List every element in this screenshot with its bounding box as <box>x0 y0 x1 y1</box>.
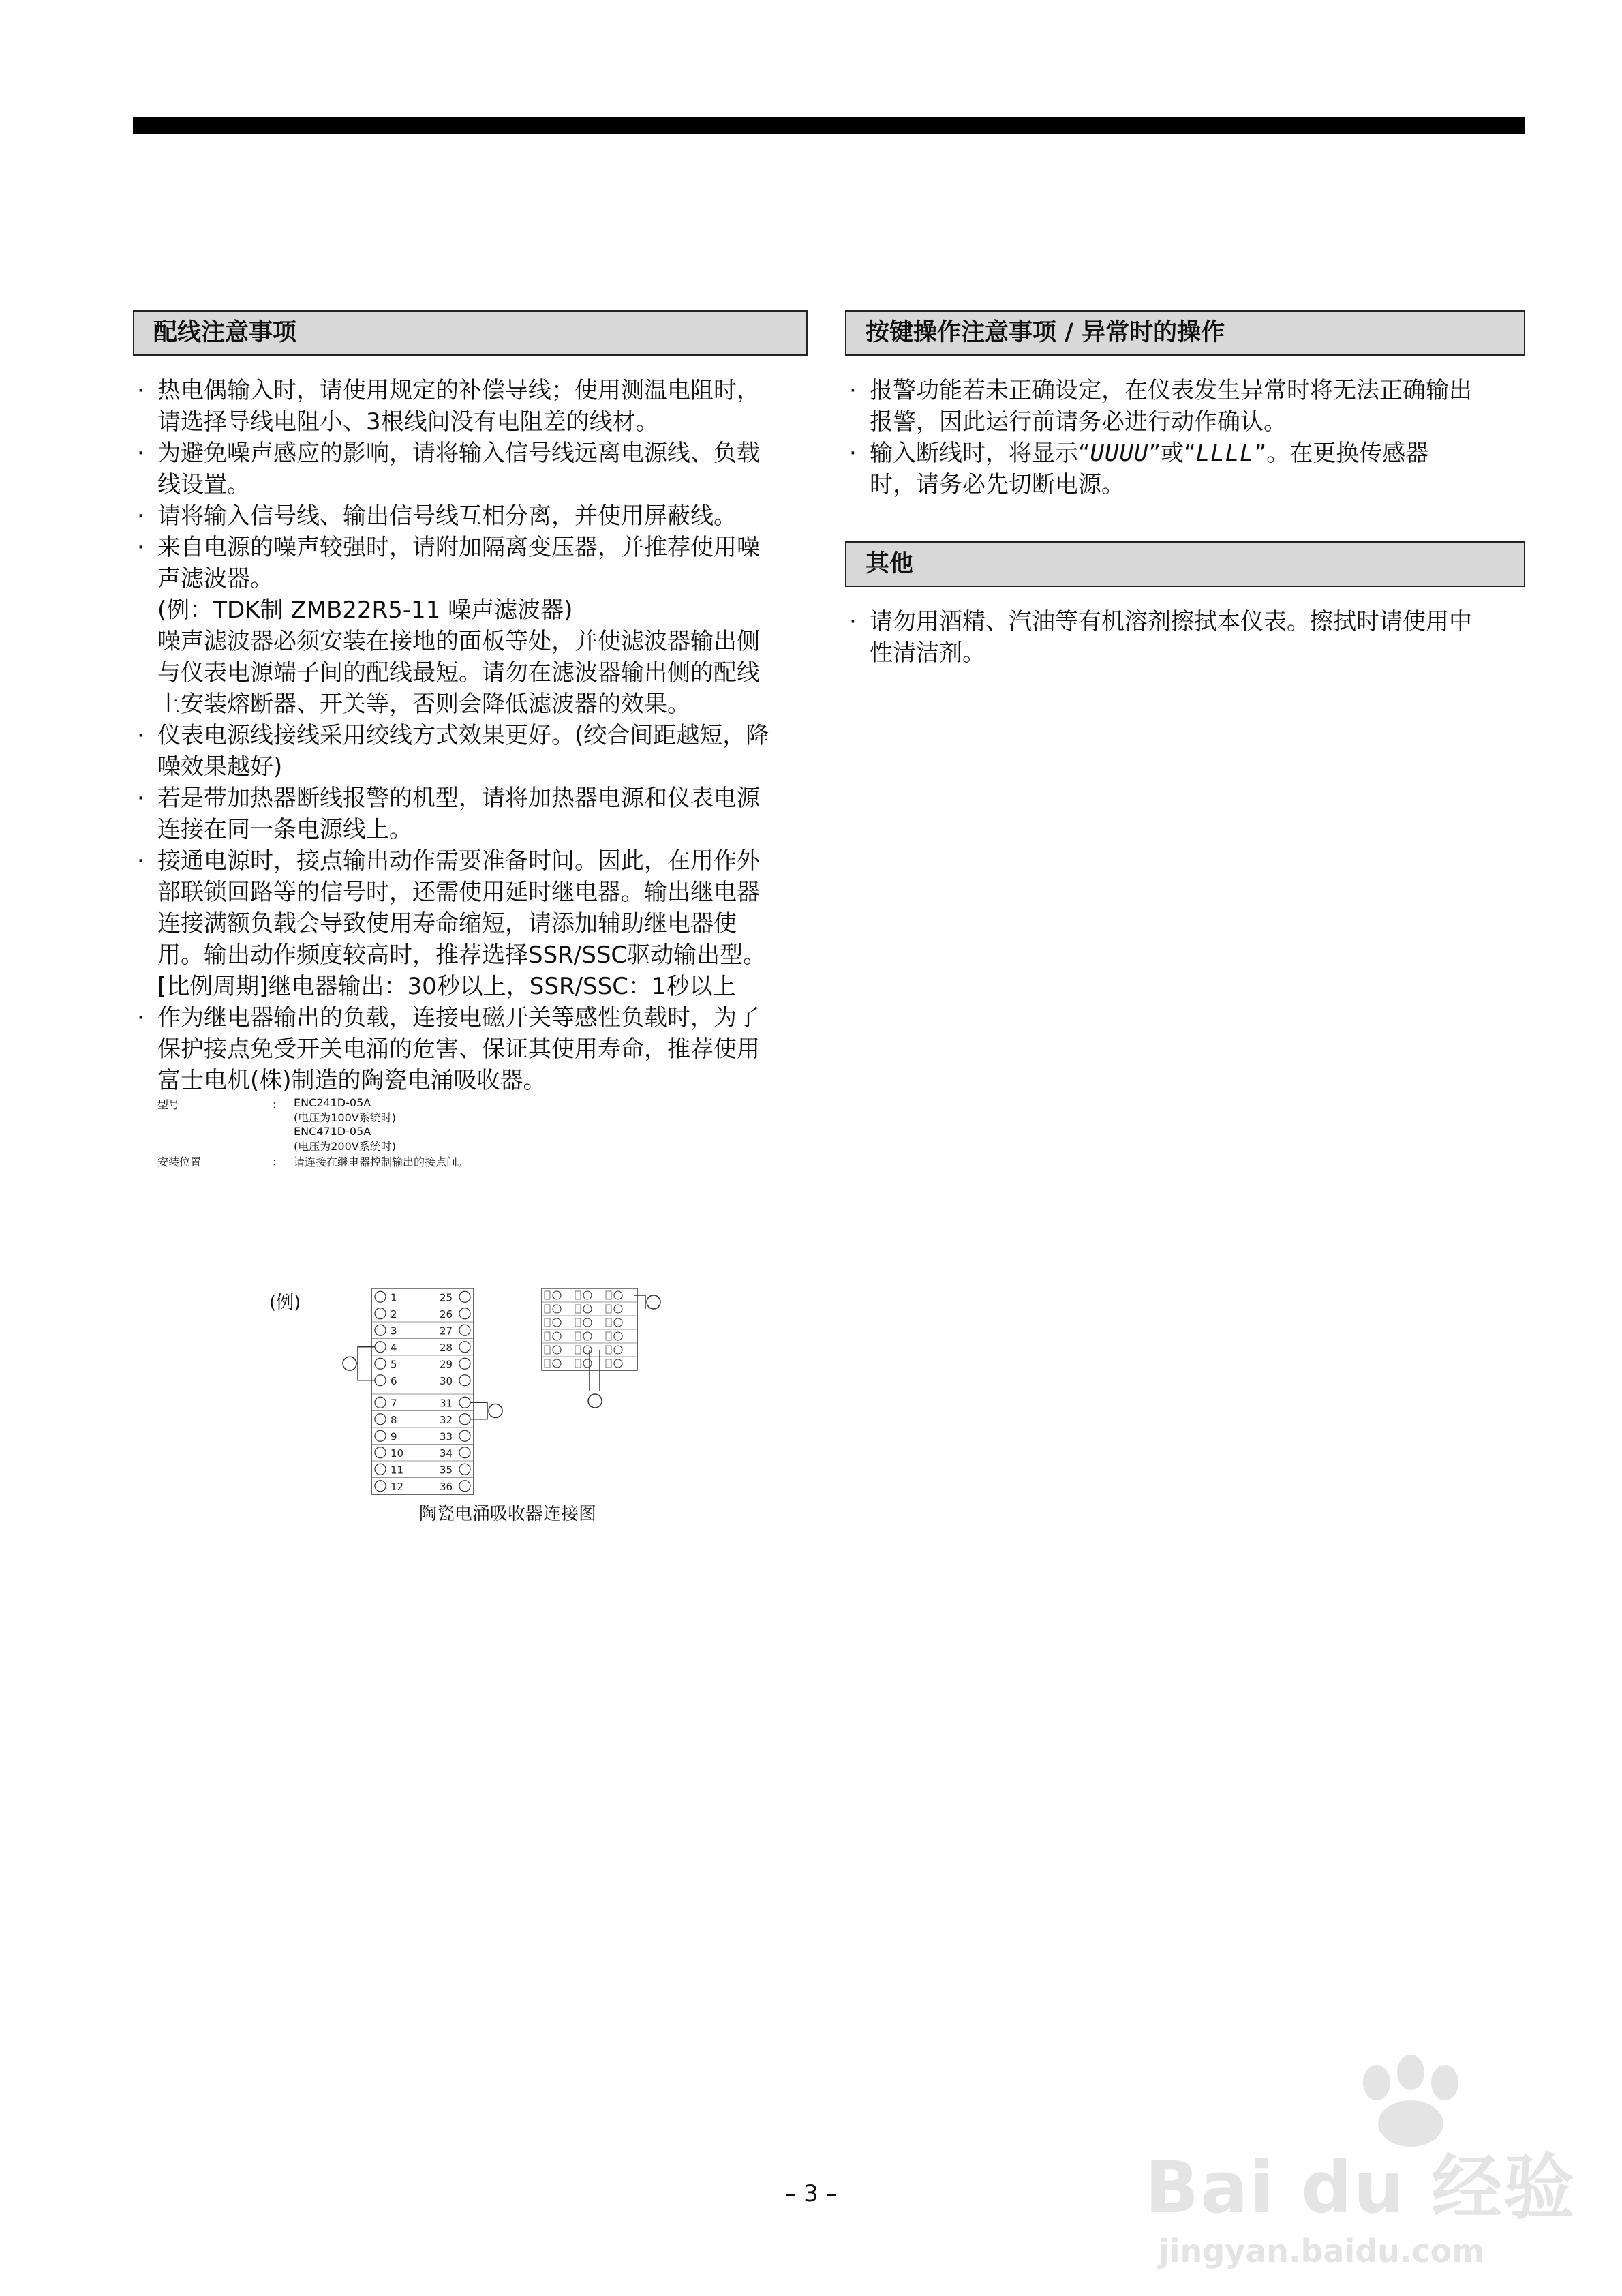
terminal-slot <box>545 1359 550 1368</box>
display-code-upper: UUUU <box>1090 440 1149 467</box>
terminal-label-right: 28 <box>440 1341 453 1354</box>
terminal-slot <box>606 1346 611 1354</box>
list-item <box>133 783 808 845</box>
watermark <box>1131 2055 1576 2280</box>
watermark-url: jingyan.baidu.com <box>1159 2233 1485 2269</box>
bullet: · <box>137 440 144 467</box>
screw-icon <box>375 1447 386 1458</box>
item-line: 作为继电器输出的负载，连接电磁开关等感性负载时，为了 <box>157 1004 760 1031</box>
terminal-label-left: 1 <box>391 1291 397 1304</box>
screw-icon <box>553 1359 561 1368</box>
list-item <box>133 845 808 1002</box>
item-line: 噪效果越好) <box>157 753 283 781</box>
screw-icon <box>375 1464 386 1475</box>
screw-icon <box>375 1342 386 1353</box>
item-line: 为避免噪声感应的影响，请将输入信号线远离电源线、负载 <box>157 440 760 467</box>
bullet: · <box>137 534 144 561</box>
screw-icon <box>583 1305 592 1313</box>
screw-icon <box>553 1346 561 1354</box>
item-line: 若是带加热器断线报警的机型，请将加热器电源和仪表电源 <box>157 785 760 812</box>
item-line: 富士电机(株)制造的陶瓷电涌吸收器。 <box>157 1067 547 1094</box>
terminal-label-right: 26 <box>440 1308 453 1320</box>
terminal-slot <box>545 1332 550 1340</box>
list-item <box>845 438 1525 500</box>
item-line: 与仪表电源端子间的配线最短。请勿在滤波器输出侧的配线 <box>157 659 760 686</box>
screw-icon <box>459 1414 470 1425</box>
screw-icon <box>459 1447 470 1458</box>
other-notes <box>845 606 1525 669</box>
install-label: 安装位置 <box>157 1155 202 1168</box>
surge-absorber-icon <box>343 1357 356 1370</box>
list-item <box>133 438 808 500</box>
terminal-slot <box>606 1332 611 1340</box>
terminal-label-right: 34 <box>440 1447 453 1460</box>
terminal-slot <box>545 1305 550 1313</box>
item-line <box>870 438 1525 469</box>
text-suffix: ”。在更换传感器 <box>1254 440 1429 467</box>
section-title-wiring: 配线注意事项 <box>133 310 808 356</box>
bullet: · <box>849 440 857 467</box>
list-item <box>845 606 1525 669</box>
screw-icon <box>583 1332 592 1340</box>
screw-icon <box>614 1318 622 1327</box>
bullet: · <box>849 608 857 635</box>
terminal-label-left: 12 <box>391 1480 404 1493</box>
terminal-block <box>343 1288 502 1494</box>
model-value: (电压为100V系统时) <box>294 1111 396 1124</box>
surge-absorber-icon <box>588 1394 602 1408</box>
item-line: 用。输出动作频度较高时，推荐选择SSR/SSC驱动输出型。 <box>157 941 767 969</box>
bullet: · <box>137 502 144 530</box>
model-values <box>294 1096 396 1153</box>
terminal-slot <box>575 1291 581 1299</box>
screw-icon <box>375 1397 386 1408</box>
surge-absorber-spec <box>133 1096 808 1169</box>
list-item <box>133 1002 808 1096</box>
terminal-slot <box>545 1346 550 1354</box>
item-line: 噪声滤波器必须安装在接地的面板等处，并使滤波器输出侧 <box>157 628 760 655</box>
terminal-slot <box>606 1305 611 1313</box>
list-item <box>133 532 808 720</box>
screw-icon <box>375 1291 386 1302</box>
screw-icon <box>459 1308 470 1319</box>
terminal-label-right: 33 <box>440 1430 453 1443</box>
terminal-label-left: 6 <box>391 1374 397 1387</box>
screw-icon <box>375 1414 386 1425</box>
screw-icon <box>553 1305 561 1313</box>
item-line: 请勿用酒精、汽油等有机溶剂擦拭本仪表。擦拭时请使用中 <box>870 608 1472 635</box>
terminal-slot <box>575 1346 581 1354</box>
screw-icon <box>459 1481 470 1492</box>
terminal-slot <box>606 1318 611 1327</box>
terminal-slot <box>545 1291 550 1299</box>
top-rule <box>133 117 1525 134</box>
bullet: · <box>137 722 144 749</box>
item-line: 接通电源时，接点输出动作需要准备时间。因此，在用作外 <box>157 847 760 875</box>
figure-caption: 陶瓷电涌吸收器连接图 <box>419 1504 597 1524</box>
screw-icon <box>614 1332 622 1340</box>
screw-icon <box>583 1291 592 1299</box>
screw-icon <box>459 1342 470 1353</box>
terminal-label-left: 7 <box>391 1397 397 1410</box>
terminal-label-left: 10 <box>391 1447 404 1460</box>
list-item <box>845 375 1525 438</box>
screw-icon <box>614 1359 622 1368</box>
surge-absorber-wire <box>358 1347 375 1380</box>
screw-icon <box>459 1375 470 1386</box>
terminal-slot <box>575 1318 581 1327</box>
terminal-slot <box>545 1318 550 1327</box>
terminal-label-right: 30 <box>440 1374 453 1387</box>
wiring-notes <box>133 375 808 1096</box>
screw-icon <box>614 1291 622 1299</box>
terminal-label-right: 32 <box>440 1413 453 1426</box>
item-line: 连接在同一条电源线上。 <box>157 816 412 843</box>
screw-icon <box>375 1481 386 1492</box>
item-line: 报警，因此运行前请务必进行动作确认。 <box>870 408 1287 436</box>
figure-example-label: (例) <box>269 1293 301 1313</box>
screw-icon <box>553 1291 561 1299</box>
screw-icon <box>553 1332 561 1340</box>
item-line: 来自电源的噪声较强时，请附加隔离变压器，并推荐使用噪 <box>157 534 760 561</box>
item-line: 请选择导线电阻小、3根线间没有电阻差的线材。 <box>157 408 659 436</box>
item-line: 请将输入信号线、输出信号线互相分离，并使用屏蔽线。 <box>157 502 737 530</box>
screw-icon <box>459 1325 470 1335</box>
rail-terminal-block <box>542 1288 660 1408</box>
item-line: 报警功能若未正确设定，在仪表发生异常时将无法正确输出 <box>870 377 1472 404</box>
list-item <box>133 500 808 532</box>
terminal-label-left: 3 <box>391 1325 397 1338</box>
surge-absorber-diagram <box>269 1282 692 1527</box>
item-line: 仪表电源线接线采用绞线方式效果更好。(绞合间距越短，降 <box>157 722 769 749</box>
bullet: · <box>137 785 144 812</box>
bullet: · <box>849 377 857 404</box>
terminal-label-left: 5 <box>391 1358 397 1371</box>
screw-icon <box>459 1291 470 1302</box>
section-title-key-operation: 按键操作注意事项 / 异常时的操作 <box>845 310 1525 356</box>
list-item <box>133 375 808 438</box>
terminal-block-outline <box>371 1288 474 1494</box>
item-line: 性清洁剂。 <box>870 639 985 667</box>
terminal-slot <box>575 1332 581 1340</box>
model-value: ENC471D-05A <box>294 1125 371 1138</box>
bullet: · <box>137 1004 144 1031</box>
install-value: 请连接在继电器控制输出的接点间。 <box>294 1155 469 1168</box>
watermark-brand: Bai du 经验 <box>1145 2146 1576 2229</box>
item-line: 热电偶输入时，请使用规定的补偿导线；使用测温电阻时， <box>157 377 760 404</box>
screw-icon <box>614 1305 622 1313</box>
screw-icon <box>614 1346 622 1354</box>
key-operation-notes <box>845 375 1525 500</box>
screw-icon <box>583 1318 592 1327</box>
terminal-slot <box>606 1359 611 1368</box>
model-colon: ： <box>272 1098 284 1111</box>
terminal-label-left: 11 <box>391 1464 404 1477</box>
item-line: 时，请务必先切断电源。 <box>870 471 1124 498</box>
item-line: [比例周期]继电器输出：30秒以上，SSR/SSC：1秒以上 <box>157 973 736 1000</box>
page-number: – 3 – <box>784 2180 838 2207</box>
screw-icon <box>375 1375 386 1386</box>
model-label: 型号 <box>157 1098 180 1111</box>
surge-absorber-icon <box>489 1404 502 1418</box>
section-title-other: 其他 <box>845 541 1525 587</box>
terminal-label-left: 4 <box>391 1341 397 1354</box>
text-mid: ”或“ <box>1148 440 1196 467</box>
terminal-diagram-svg <box>269 1282 692 1500</box>
terminal-label-right: 27 <box>440 1325 453 1338</box>
item-line: 保护接点免受开关电涌的危害、保证其使用寿命，推荐使用 <box>157 1036 760 1063</box>
screw-icon <box>375 1358 386 1369</box>
terminal-label-right: 31 <box>440 1397 453 1410</box>
right-column <box>845 310 1525 669</box>
item-line: (例：TDK制 ZMB22R5-11 噪声滤波器) <box>157 596 573 624</box>
terminal-label-right: 36 <box>440 1480 453 1493</box>
screw-icon <box>375 1325 386 1335</box>
install-colon: ： <box>272 1155 284 1168</box>
model-value: ENC241D-05A <box>294 1096 371 1109</box>
screw-icon <box>459 1358 470 1369</box>
surge-absorber-icon <box>647 1295 660 1309</box>
display-code-lower: LLLL <box>1195 440 1255 467</box>
terminal-slot <box>575 1305 581 1313</box>
text-prefix: 输入断线时，将显示“ <box>870 440 1090 467</box>
item-line: 部联锁回路等的信号时，还需使用延时继电器。输出继电器 <box>157 879 760 906</box>
item-line: 声滤波器。 <box>157 565 273 592</box>
list-item <box>133 720 808 783</box>
screw-icon <box>553 1318 561 1327</box>
item-line: 连接满额负载会导致使用寿命缩短，请添加辅助继电器使 <box>157 910 737 937</box>
screw-icon <box>459 1464 470 1475</box>
bullet: · <box>137 377 144 404</box>
screw-icon <box>459 1397 470 1408</box>
bullet: · <box>137 847 144 875</box>
terminal-label-right: 29 <box>440 1358 453 1371</box>
screw-icon <box>375 1308 386 1319</box>
screw-icon <box>583 1346 592 1354</box>
terminal-label-left: 8 <box>391 1413 397 1426</box>
item-line: 上安装熔断器、开关等，否则会降低滤波器的效果。 <box>157 691 690 718</box>
terminal-label-right: 35 <box>440 1464 453 1477</box>
left-column <box>133 310 808 1169</box>
screw-icon <box>583 1359 592 1368</box>
model-value: (电压为200V系统时) <box>294 1140 396 1153</box>
item-line: 线设置。 <box>157 471 250 498</box>
screw-icon <box>375 1430 386 1441</box>
terminal-slot <box>575 1359 581 1368</box>
terminal-slot <box>606 1291 611 1299</box>
terminal-label-right: 25 <box>440 1291 453 1304</box>
terminal-label-left: 2 <box>391 1308 397 1320</box>
screw-icon <box>459 1430 470 1441</box>
terminal-label-left: 9 <box>391 1430 397 1443</box>
